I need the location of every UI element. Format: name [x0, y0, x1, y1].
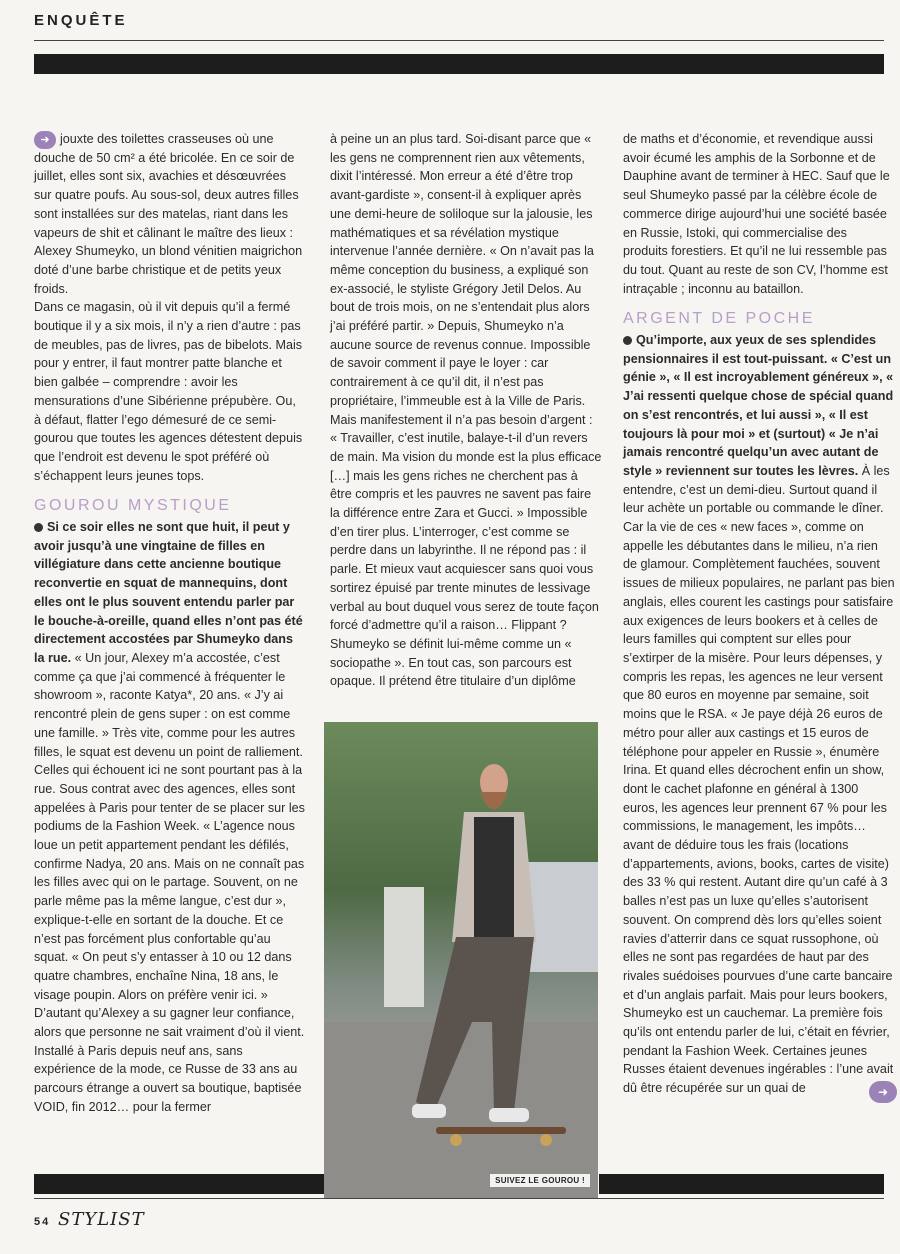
- skateboarder-illustration: [324, 722, 598, 1199]
- footer-rule: [34, 1198, 884, 1199]
- paragraph: Si ce soir elles ne sont que huit, il peut y avoir jusqu’à une vingtaine de filles en villégiature dans cette ancienne boutique reconvertie en squat de mannequins, dont elles ont le plus souvent entendu parler par le bouche-à-oreille, quand elles n’ont pas été directement accostées par Shumeyko dans la rue. « Un jour, Alexey m’a accostée, c’est comme ça que j’ai commencé à fréquenter le showroom », raconte Katya*, 20 ans. « J’y ai rencontré plein de gens super : on est comme une famille. » Très vite, comme pour les autres filles, le squat est devenu un point de ralliement. Celles qui échouent ici ne sont pourtant pas à la rue. Sous contrat avec des agences, elles sont appelées à Paris pour tenter de se placer sur les podiums de la Fashion Week. « L’agence nous loue un petit appartement pendant les défilés, confirme Nadya, 20 ans. Mais on ne connaît pas les filles avec qui on le partage. Souvent, on ne parle même pas la même langue, c’est dur », explique-t-elle en sortant de la douche. Et ce n’est pas forcément plus confortable qu’au squat. « On peut s’y entasser à 10 ou 12 dans quatre chambres, enchaîne Nina, 18 ans, le visage poupin. Alors on préfère venir ici. » D’autant qu’Alexey a su gagner leur confiance, alors que personne ne sait vraiment d’où il vient. Installé à Paris depuis neuf ans, sans expérience de la mode, ce Russe de 33 ans au parcours étrange a ouvert sa boutique, baptisée VOID, fin 2012… pour la fermer: [34, 520, 305, 1114]
- continued-arrow-icon: ➜: [34, 131, 56, 149]
- article-column-2: [330, 130, 602, 691]
- bullet-icon: [34, 523, 43, 532]
- footer-bar: [599, 1174, 884, 1194]
- paragraph: Dans ce magasin, où il vit depuis qu’il a fermé boutique il y a six mois, il n’y a rien d’autre : pas de meubles, pas de livres, pas de bibelots. Mais pour y entrer, il faut montrer patte blanche et bien galbée – comprendre : avoir les mensurations d’une Sibérienne prépubère. Ou, à défaut, flatter l’ego démesuré de ce semi-gourou que toutes les agences détestent depuis que l’endroit est devenu le spot préféré où s’échappent leurs jeunes tops.: [34, 300, 303, 483]
- article-column-3: [623, 130, 895, 1098]
- article-column-1: [34, 130, 306, 1117]
- bullet-icon: [623, 336, 632, 345]
- section-label: ENQUÊTE: [34, 12, 128, 29]
- article-photo: [324, 722, 598, 1199]
- paragraph: à peine un an plus tard. Soi-disant parce que « les gens ne comprennent rien aux vêtements, dixit l’intéressé. Mon erreur a été d’être trop avant-gardiste », consent-il à expliquer après une demi-heure de soliloque sur la jalousie, les mathématiques et sa révélation mystique intervenue l’année dernière. « On n’avait pas la même conception du business, a expliqué son ex-associé, le styliste Grégory Jetil Delos. Au bout de trois mois, on ne s’entendait plus alors j’ai préféré partir. » Depuis, Shumeyko n’a aucune source de revenus connue. Impossible de savoir comment il paye le loyer : car contrairement à ce qu’il dit, il n’est pas propriétaire, l’immeuble est à la Ville de Paris. Mais manifestement il n’a pas besoin d’argent : « Travailler, c’est inutile, balaye-t-il d’un revers de main. Ma vision du monde est la plus efficace […] mais les gens riches ne cherchent pas à être compris et les pauvres ne savent pas faire la différence entre Zara et Gucci. » Impossible d’en tirer plus. L’interroger, c’est comme se perdre dans un labyrinthe. Il ne répond pas : il parle. Et mieux vaut acquiescer sans quoi vous sortirez épuisé par trente minutes de lessivage verbal au bout duquel vous serez de toute façon forcé d’admettre qu’il a raison… Flippant ? Shumeyko se définit lui-même comme un « sociopathe ». En tout cas, son parcours est opaque. Il prétend être titulaire d’un diplôme: [330, 132, 602, 689]
- paragraph: de maths et d’économie, et revendique aussi avoir écumé les amphis de la Sorbonne et de Dauphine avant de terminer à HEC. Sauf que le seul Shumeyko passé par la célèbre école de commerce dirige aujourd’hui une société basée en Russie, Istoki, qui commercialise des produits forestiers. Et qu’il ne lui ressemble pas du tout. Quant au reste de son CV, l’homme est intraçable ; inconnu au bataillon.: [623, 132, 890, 296]
- subheading: ARGENT DE POCHE: [623, 310, 815, 328]
- magazine-logo: STYLIST: [58, 1209, 145, 1230]
- subheading: GOUROU MYSTIQUE: [34, 497, 232, 515]
- paragraph: Qu’importe, aux yeux de ses splendides pensionnaires il est tout-puissant. « C’est un génie », « Il est incroyablement généreux », « J’ai ressenti quelque chose de spécial quand on s’est rencontrés, et lui aussi », « Il est toujours là pour moi » et (surtout) « Je n’ai jamais rencontré quelqu’un avec autant de style » reviennent sur toutes les lèvres. À les entendre, c’est un demi-dieu. Surtout quand il leur achète un portable ou commande le dîner. Car la vie de ces « new faces », comme on appelle les débutantes dans le milieu, n’a rien de glamour. Complètement fauchées, souvent issues de milieux populaires, ne parlant pas bien anglais, elles courent les castings pour satisfaire aux exigences de leurs bookers et à celles de leurs familles qui comptent sur elles pour s’extirper de la misère. Pour leurs dépenses, y compris les repas, les agences ne leur versent que 80 euros en moyenne par semaine, soit moins que le RSA. « Je paye déjà 26 euros de métro pour aller aux castings et 15 euros de téléphone pour appeler en Russie », énumère Irina. Et quand elles décrochent enfin un show, dont le cachet plafonne en général à 1300 euros, les agences leur prennent 67 % pour les commissions, le management, les impôts… avant de déduire tous les frais (locations d’appartements, avions, books, cartes de visite) des 33 % qui restent. Autant dire qu’un café à 3 balles n’est pas un luxe qu’elles s’autorisent souvent. On comprend dès lors qu’elles soient ravies d’atterrir dans ce squat russophone, où elles ne sont pas regardées de haut par des rivales suédoises pourvues d’une carte bancaire et d’un anglais parfait. Mais pour leurs bookers, Shumeyko est un cauchemar. La première fois qu’ils ont entendu parler de lui, c’était en février, pendant la Fashion Week. Certaines jeunes Russes étaient devenues ingérables : l’une avait dû être récupérée sur un quai de: [623, 333, 895, 1096]
- paragraph: ➜ jouxte des toilettes crasseuses où une douche de 50 cm² a été bricolée. En ce soir de juillet, elles sont six, avachies et désœuvrées sur quatre poufs. Au sous-sol, deux autres filles sont installées sur des matelas, riant dans les vapeurs de shit et câlinant le maître des lieux : Alexey Shumeyko, un blond vénitien maigrichon doté d’une barbe christique et de petits yeux froids.: [34, 132, 303, 296]
- header-rule: [34, 40, 884, 41]
- header-bar: [34, 54, 884, 74]
- page-number: 54: [34, 1216, 51, 1228]
- photo-caption: SUIVEZ LE GOUROU !: [490, 1174, 590, 1187]
- footer-bar: [34, 1174, 324, 1194]
- continued-arrow-icon: ➜: [869, 1081, 897, 1103]
